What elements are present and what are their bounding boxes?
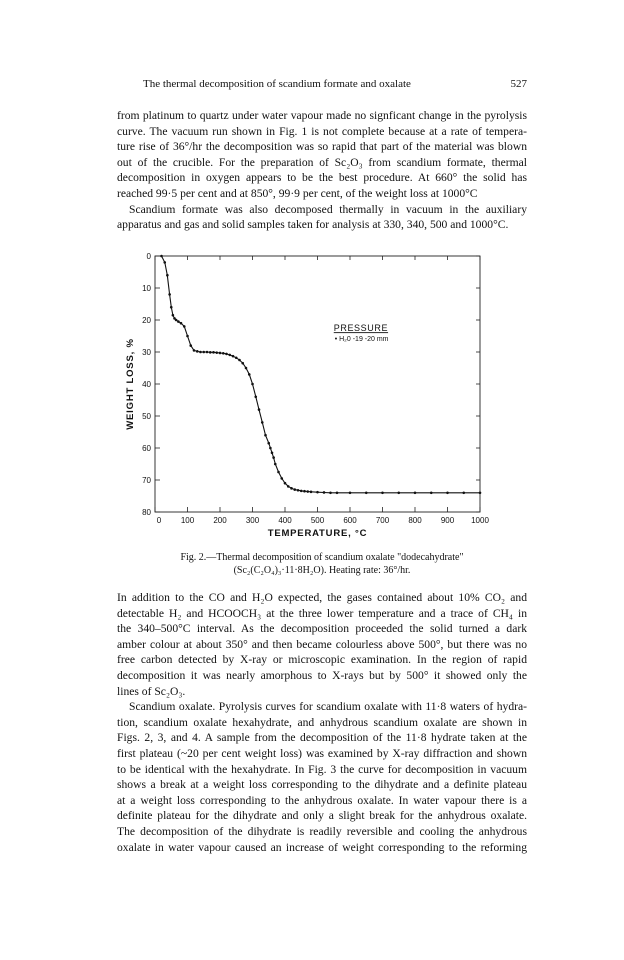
y-tick-label: 70	[142, 476, 151, 485]
y-axis-label: WEIGHT LOSS, %	[125, 338, 136, 430]
text-line: apparatus and gas and solid samples taken for analysis at 330, 340, 500 and 1000°C.	[117, 218, 509, 232]
data-point	[300, 490, 303, 493]
text-line: decomposition it was nearly amorphous to X-rays but by 500° it showed only the	[117, 668, 527, 682]
x-tick-label: 800	[408, 516, 422, 525]
data-point	[177, 320, 180, 323]
y-tick-label: 80	[142, 508, 151, 517]
x-tick-label: 500	[310, 516, 325, 525]
data-point	[186, 335, 189, 338]
text-line: the 340–500°C interval. As the decomposition proceeded the solid turned a dark	[117, 622, 527, 636]
x-tick-label: 600	[343, 516, 357, 525]
data-point	[271, 452, 274, 455]
data-point	[168, 293, 171, 296]
data-point	[199, 351, 202, 354]
x-tick-label: 300	[245, 516, 260, 525]
plot-frame	[155, 256, 480, 512]
data-series	[160, 255, 481, 494]
data-point	[209, 351, 212, 354]
caption-line: Fig. 2.—Thermal decomposition of scandium oxalate "dodecahydrate"	[180, 552, 464, 563]
data-point	[166, 274, 169, 277]
y-tick-label: 40	[142, 380, 151, 389]
data-point	[280, 477, 283, 480]
data-point	[349, 492, 352, 495]
data-point	[297, 489, 300, 492]
y-tick-label: 30	[142, 348, 151, 357]
text-line: to be identical with the hexahydrate. In Fig. 3 the curve for decomposition in vacuum	[117, 762, 527, 776]
data-point	[251, 383, 254, 386]
data-point	[232, 355, 235, 358]
running-header	[117, 78, 527, 94]
data-point	[241, 362, 244, 365]
data-point	[310, 491, 313, 494]
data-point	[264, 434, 267, 437]
text-line: reached 99·5 per cent and at 850°, 99·9 per cent, of the weight loss at 1000°C	[117, 186, 478, 200]
data-point	[222, 352, 225, 355]
thermogram-chart	[100, 242, 500, 550]
x-tick-label: 700	[375, 516, 390, 525]
text-line: first plateau (~20 per cent weight loss) was examined by X-ray diffraction and shown	[117, 746, 527, 760]
data-point	[215, 351, 218, 354]
paragraph-formate-continued	[117, 108, 527, 233]
data-point	[225, 353, 228, 356]
data-point	[430, 492, 433, 495]
data-point	[316, 491, 319, 494]
data-point	[414, 492, 417, 495]
data-point	[212, 351, 215, 354]
data-point	[202, 351, 205, 354]
data-point	[269, 447, 272, 450]
data-point	[261, 421, 264, 424]
data-point	[267, 442, 270, 445]
data-point	[228, 354, 231, 357]
data-point	[397, 492, 400, 495]
caption-line: (Sc₂(C₂O₄)₃·11·8H₂O). Heating rate: 36°/hr.	[233, 565, 411, 576]
data-point	[293, 488, 296, 491]
text-line: curve. The vacuum run shown in Fig. 1 is not complete because at a rate of tempera-	[117, 124, 527, 138]
data-point	[306, 490, 309, 493]
data-point	[254, 396, 257, 399]
text-line: oxalate in water vapour caused an increase of weight corresponding to the reforming	[117, 840, 527, 854]
data-point	[329, 492, 332, 495]
data-point	[284, 482, 287, 485]
data-point	[287, 485, 290, 488]
axis-labels	[125, 323, 389, 539]
data-point	[277, 471, 280, 474]
data-point	[446, 492, 449, 495]
data-point	[381, 492, 384, 495]
paragraph-oxalate	[117, 590, 527, 855]
figure-caption	[117, 551, 527, 577]
pressure-annotation-title: PRESSURE	[333, 323, 389, 334]
data-point	[189, 344, 192, 347]
text-line: amber colour at about 350° and then became colourless above 500°, but there was no	[117, 637, 527, 651]
data-point	[290, 487, 293, 490]
data-point	[238, 359, 241, 362]
y-tick-label: 10	[142, 284, 151, 293]
x-tick-label: 200	[213, 516, 227, 525]
text-line: decomposition in oxygen appears to be the best procedure. At 660° the solid has	[117, 171, 527, 185]
x-tick-label: 400	[278, 516, 292, 525]
data-point	[272, 456, 275, 459]
y-tick-label: 50	[142, 412, 151, 421]
y-tick-label: 60	[142, 444, 151, 453]
text-line: shows a break at a weight loss corresponding to the dihydrate and a definite plateau	[117, 778, 527, 792]
data-point	[245, 367, 248, 370]
data-point	[180, 322, 183, 325]
text-line: ture rise of 36°/hr the decomposition was so rapid that part of the material was blown	[117, 140, 527, 154]
series-line	[162, 256, 481, 493]
data-point	[206, 351, 209, 354]
running-title: The thermal decomposition of scandium formate and oxalate	[143, 78, 411, 90]
data-point	[323, 491, 326, 494]
x-tick-label: 1000	[471, 516, 489, 525]
data-point	[175, 319, 178, 322]
text-line: definite plateau for the dihydrate and only a slight break for the anhydrous oxalate.	[117, 809, 527, 823]
pressure-annotation-entry: • H₂0 -19 -20 mm	[334, 335, 389, 343]
x-tick-label: 0	[156, 516, 162, 525]
data-point	[160, 255, 163, 258]
x-tick-label: 100	[180, 516, 195, 525]
data-point	[258, 408, 261, 411]
x-tick-label: 900	[440, 516, 455, 525]
text-line: detectable H₂ and HCOOCH₃ at the three lower temperature and a trace of CH₄ in	[117, 606, 527, 620]
data-point	[336, 492, 339, 495]
x-axis-label: TEMPERATURE, °C	[267, 528, 368, 539]
data-point	[365, 492, 368, 495]
text-line: at a weight loss corresponding to the anhydrous oxalate. In water vapour there is a	[117, 793, 527, 807]
data-point	[303, 490, 306, 493]
data-point	[196, 350, 199, 353]
text-line: In addition to the CO and H₂O expected, the gases contained about 10% CO₂ and	[117, 591, 527, 604]
data-point	[172, 314, 175, 317]
text-line: lines of Sc₂O₃.	[117, 684, 186, 698]
text-line: The decomposition of the dihydrate is readily reversible and cooling the anhydrous	[117, 824, 527, 838]
text-line: Scandium oxalate. Pyrolysis curves for scandium oxalate with 11·8 waters of hydra-	[129, 700, 527, 714]
axis-ticks	[142, 252, 489, 525]
data-point	[163, 261, 166, 264]
data-point	[170, 306, 173, 309]
data-point	[274, 463, 277, 466]
data-point	[462, 492, 465, 495]
text-line: from platinum to quartz under water vapour made no signficant change in the pyrolysis	[117, 109, 527, 122]
text-line: tion, scandium oxalate hexahydrate, and anhydrous scandium oxalate are shown in	[117, 715, 527, 729]
data-point	[193, 349, 196, 352]
y-tick-label: 20	[142, 316, 151, 325]
data-point	[479, 492, 482, 495]
data-point	[183, 325, 186, 328]
page-number: 527	[510, 78, 527, 90]
text-line: free carbon detected by X-ray or microscopic examination. In the region of rapid	[117, 653, 527, 667]
data-point	[219, 352, 222, 355]
plot-border	[155, 256, 480, 512]
text-line: Scandium formate was also decomposed thermally in vacuum in the auxiliary	[129, 202, 527, 216]
text-line: out of the crucible. For the preparation of Sc₂O₃ from scandium formate, thermal	[117, 155, 527, 169]
y-tick-label: 0	[146, 252, 151, 261]
data-point	[248, 373, 251, 376]
data-point	[235, 356, 238, 359]
text-line: Figs. 2, 3, and 4. A sample from the decomposition of the 11·8 hydrate taken at the	[117, 731, 527, 745]
